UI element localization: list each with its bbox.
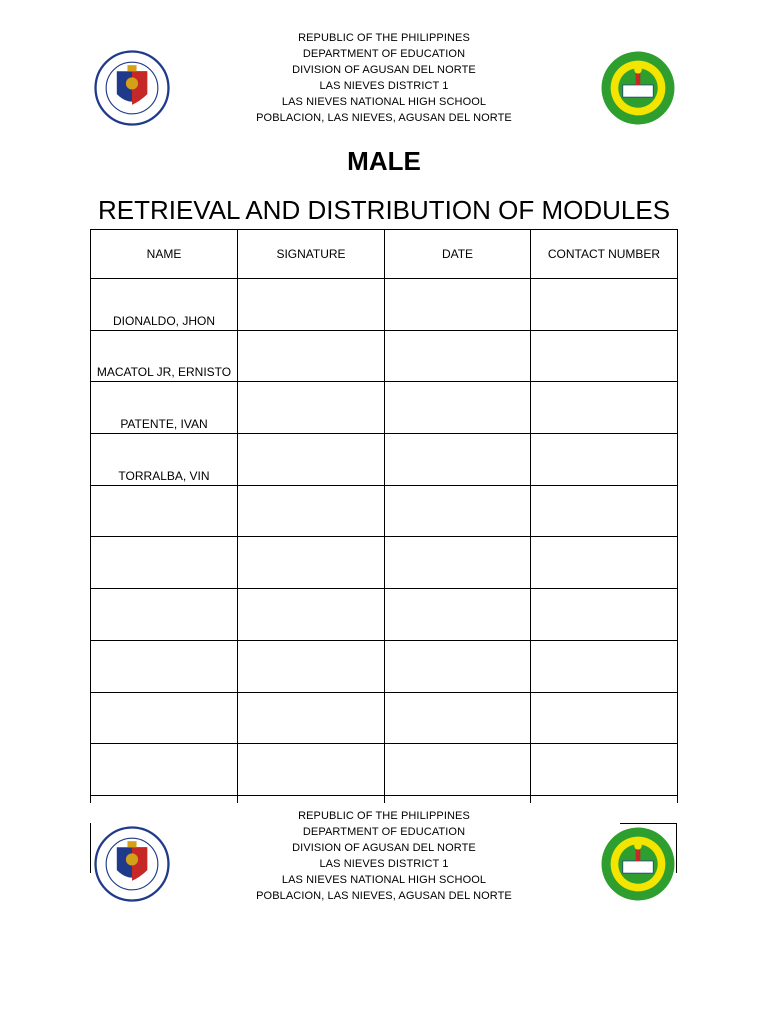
footer-line: DEPARTMENT OF EDUCATION [302, 826, 466, 838]
name-cell [91, 485, 238, 537]
table-row [91, 382, 678, 434]
name-cell [91, 589, 238, 641]
header-line: REPUBLIC OF THE PHILIPPINES [298, 32, 470, 44]
contact-cell [531, 537, 678, 589]
date-cell [385, 382, 531, 434]
table-row [91, 537, 678, 589]
name-cell [91, 744, 238, 796]
table-row [91, 279, 678, 331]
school-seal-logo [600, 826, 676, 902]
name-cell: DIONALDO, JHON [91, 279, 238, 331]
signature-cell [238, 744, 385, 796]
contact-cell [531, 382, 678, 434]
column-header-signature: SIGNATURE [238, 230, 385, 279]
signature-cell [238, 382, 385, 434]
header-line: POBLACION, LAS NIEVES, AGUSAN DEL NORTE [256, 112, 512, 124]
table-body [91, 279, 678, 804]
name-cell [91, 537, 238, 589]
signature-cell [238, 589, 385, 641]
date-cell [385, 692, 531, 744]
date-cell [385, 795, 531, 803]
table-row [91, 330, 678, 382]
signature-cell [238, 434, 385, 486]
contact-cell [531, 485, 678, 537]
header-line: DEPARTMENT OF EDUCATION [302, 48, 466, 60]
name-cell: PATENTE, IVAN [91, 382, 238, 434]
contact-cell [531, 744, 678, 796]
scan-fragment-line [676, 823, 677, 873]
table-row [91, 485, 678, 537]
footer-line: LAS NIEVES DISTRICT 1 [319, 858, 449, 870]
table-row [91, 795, 678, 803]
name-cell [91, 640, 238, 692]
signature-cell [238, 640, 385, 692]
document-title: RETRIEVAL AND DISTRIBUTION OF MODULES [97, 195, 671, 225]
header-line: LAS NIEVES DISTRICT 1 [319, 80, 449, 92]
contact-cell [531, 434, 678, 486]
table-row [91, 640, 678, 692]
column-header-date: DATE [385, 230, 531, 279]
column-header-name: NAME [91, 230, 238, 279]
scan-fragment-line [90, 823, 91, 873]
footer-line: POBLACION, LAS NIEVES, AGUSAN DEL NORTE [256, 890, 512, 902]
date-cell [385, 589, 531, 641]
name-cell [91, 692, 238, 744]
date-cell [385, 279, 531, 331]
header-line: LAS NIEVES NATIONAL HIGH SCHOOL [281, 96, 487, 108]
table-row [91, 589, 678, 641]
date-cell [385, 330, 531, 382]
name-cell [91, 795, 238, 803]
signature-cell [238, 795, 385, 803]
deped-seal-logo [94, 826, 170, 902]
name-cell: TORRALBA, VIN [91, 434, 238, 486]
table-row [91, 744, 678, 796]
gender-title: MALE [347, 146, 421, 176]
signature-cell [238, 330, 385, 382]
contact-cell [531, 279, 678, 331]
date-cell [385, 640, 531, 692]
footer-line: REPUBLIC OF THE PHILIPPINES [298, 810, 470, 822]
table-header-row [91, 230, 678, 279]
date-cell [385, 485, 531, 537]
contact-cell [531, 795, 678, 803]
modules-table [90, 229, 678, 803]
date-cell [385, 537, 531, 589]
table-row [91, 692, 678, 744]
footer-line: DIVISION OF AGUSAN DEL NORTE [292, 842, 476, 854]
header-line: DIVISION OF AGUSAN DEL NORTE [292, 64, 476, 76]
name-cell: MACATOL JR, ERNISTO [91, 330, 238, 382]
signature-cell [238, 279, 385, 331]
contact-cell [531, 640, 678, 692]
table-row [91, 434, 678, 486]
contact-cell [531, 330, 678, 382]
contact-cell [531, 692, 678, 744]
date-cell [385, 434, 531, 486]
signature-cell [238, 537, 385, 589]
footer-line: LAS NIEVES NATIONAL HIGH SCHOOL [281, 874, 487, 886]
signature-cell [238, 485, 385, 537]
scan-fragment-line [620, 823, 677, 824]
date-cell [385, 744, 531, 796]
column-header-contact: CONTACT NUMBER [531, 230, 678, 279]
signature-cell [238, 692, 385, 744]
contact-cell [531, 589, 678, 641]
